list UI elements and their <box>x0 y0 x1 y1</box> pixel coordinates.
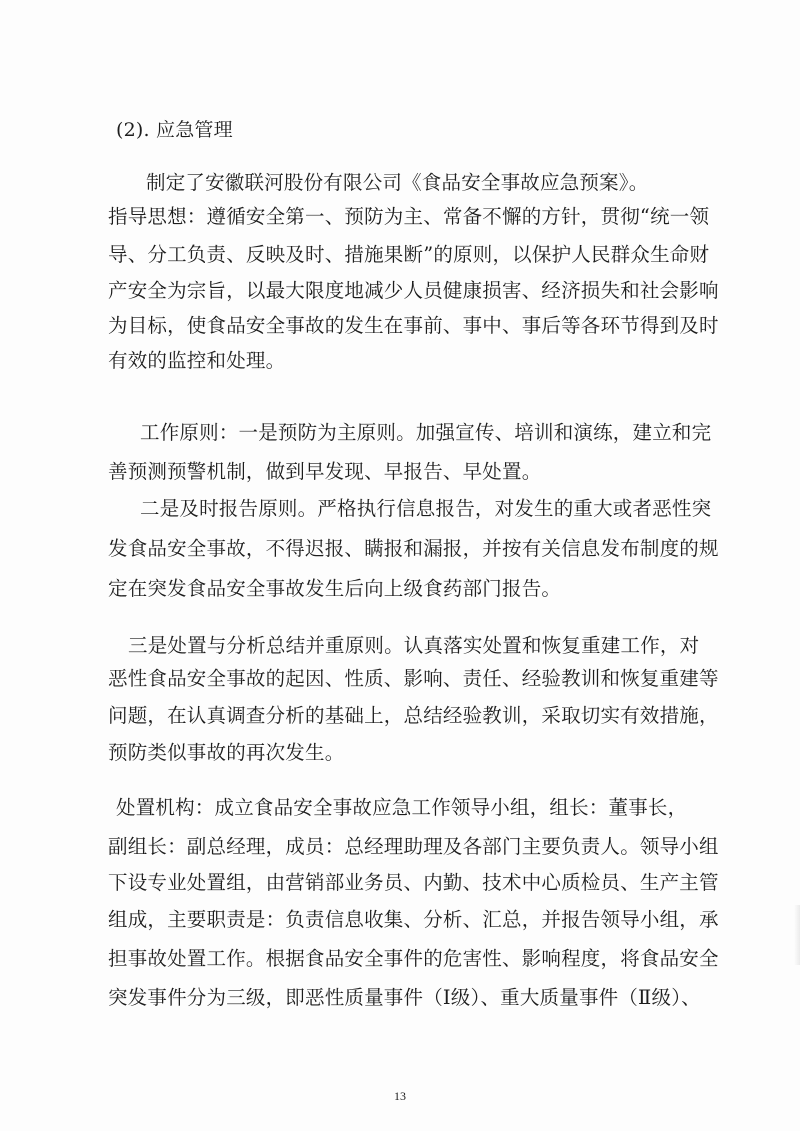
paragraph-5-line-2: 恶性食品安全事故的起因、性质、影响、责任、经验教训和恢复重建等 <box>108 667 719 690</box>
paragraph-2-line-1: 指导思想：遵循安全第一、预防为主、常备不懈的方针，贯彻“统一领 <box>108 205 710 228</box>
paragraph-5-line-3: 问题，在认真调查分析的基础上，总结经验教训，采取切实有效措施， <box>108 704 719 727</box>
paragraph-2-line-3: 产安全为宗旨，以最大限度地减少人员健康损害、经济损失和社会影响 <box>108 279 719 302</box>
paragraph-5-line-1: 三是处置与分析总结并重原则。认真落实处置和恢复重建工作，对 <box>128 634 700 657</box>
paragraph-4-line-3: 定在突发食品安全事故发生后向上级食药部门报告。 <box>108 577 562 600</box>
paragraph-4-line-1: 二是及时报告原则。严格执行信息报告，对发生的重大或者恶性突 <box>140 497 712 520</box>
paragraph-5-line-4: 预防类似事故的再次发生。 <box>108 741 345 764</box>
paragraph-3-line-1: 工作原则：一是预防为主原则。加强宣传、培训和演练，建立和完 <box>140 421 712 444</box>
paragraph-6-line-4: 组成，主要职责是：负责信息收集、分析、汇总，并报告领导小组，承 <box>108 908 719 931</box>
paragraph-6-line-2: 副组长：副总经理，成员：总经理助理及各部门主要负责人。领导小组 <box>108 835 719 858</box>
paragraph-6-line-6: 突发事件分为三级，即恶性质量事件（Ⅰ级）、重大质量事件（Ⅱ级）、 <box>108 986 701 1009</box>
paragraph-2-line-4: 为目标，使食品安全事故的发生在事前、事中、事后等各环节得到及时 <box>108 314 719 337</box>
paragraph-6-line-1: 处置机构：成立食品安全事故应急工作领导小组，组长：董事长， <box>116 796 688 819</box>
paragraph-6-line-5: 担事故处置工作。根据食品安全事件的危害性、影响程度，将食品安全 <box>108 947 719 970</box>
scan-edge-shadow <box>794 905 800 965</box>
paragraph-1-line-1: 制定了安徽联河股份有限公司《食品安全事故应急预案》。 <box>146 171 649 194</box>
page-number: 13 <box>394 1089 406 1103</box>
paragraph-2-line-2: 导、分工负责、反映及时、措施果断”的原则，以保护人民群众生命财 <box>108 243 710 266</box>
paragraph-6-line-3: 下设专业处置组，由营销部业务员、内勤、技术中心质检员、生产主管 <box>108 871 719 894</box>
section-heading: (2). 应急管理 <box>116 119 233 141</box>
paragraph-3-line-2: 善预测预警机制，做到早发现、早报告、早处置。 <box>108 460 542 483</box>
paragraph-4-line-2: 发食品安全事故，不得迟报、瞒报和漏报，并按有关信息发布制度的规 <box>108 537 719 560</box>
paragraph-2-line-5: 有效的监控和处理。 <box>108 349 286 372</box>
